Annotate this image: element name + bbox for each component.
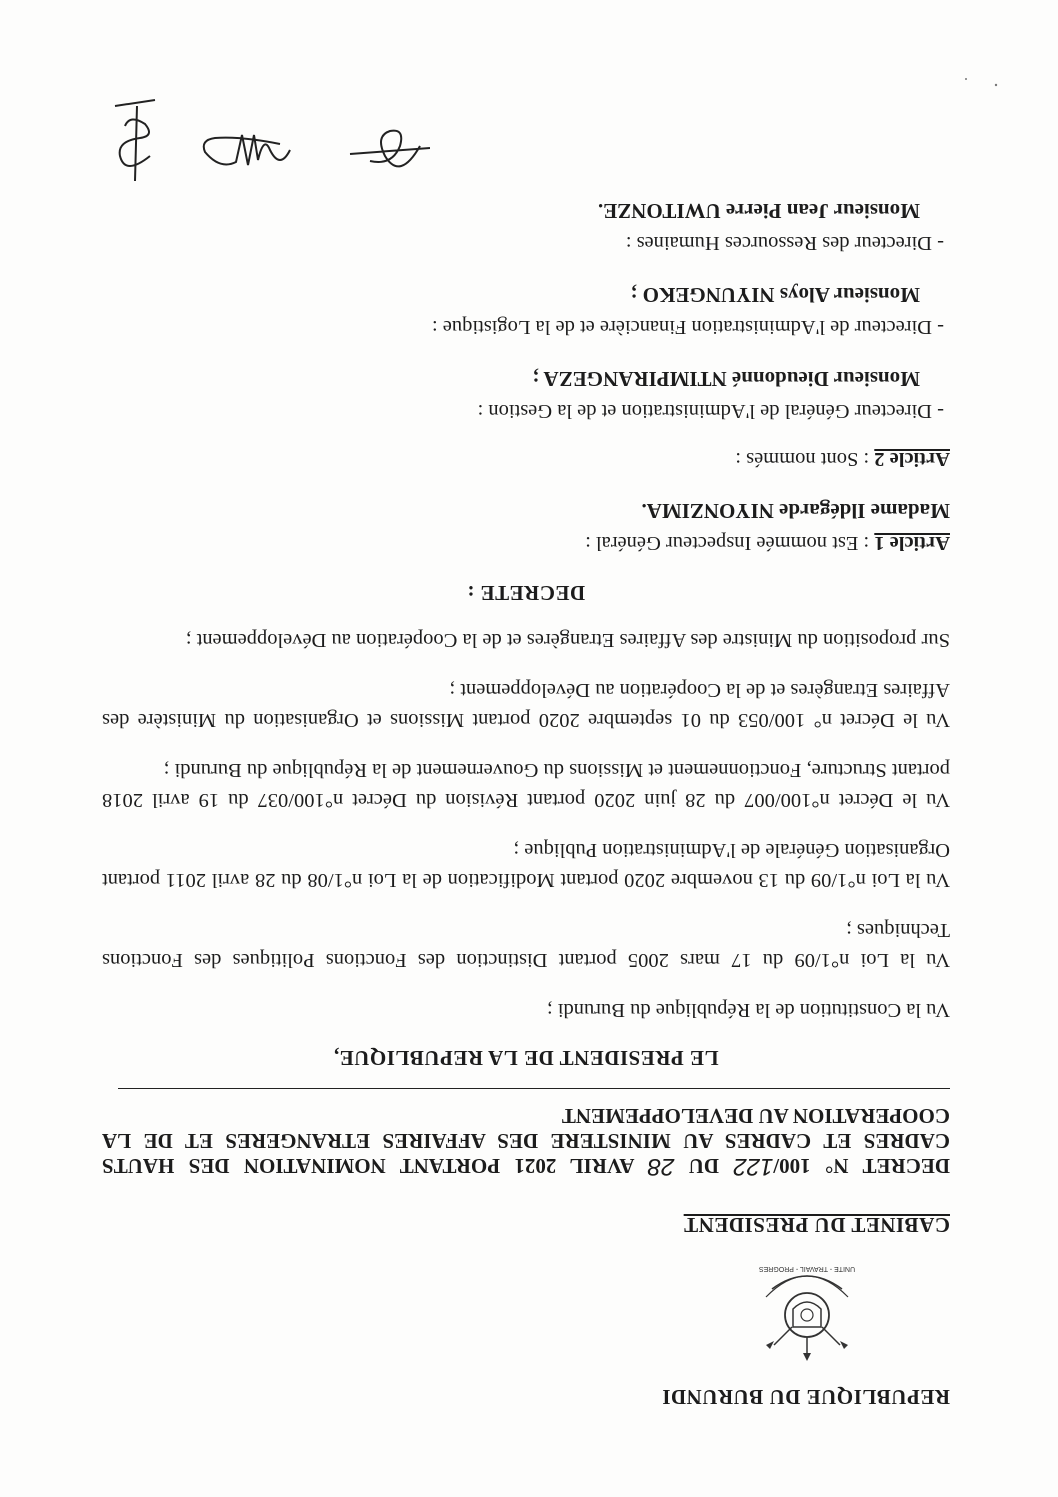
- national-emblem-icon: [752, 1257, 862, 1367]
- decree-title-prefix: DECRET N° 100/: [773, 1154, 950, 1178]
- nomination-name: Monsieur Aloys NIYUNGEKO ;: [630, 283, 920, 307]
- decree-title: [102, 1103, 950, 1179]
- article-2-label: Article 2: [874, 448, 950, 470]
- president-heading: LE PRESIDENT DE LA REPUBLIQUE,: [333, 1046, 719, 1070]
- article-1-text: : Est nommée Inspecteur Général :: [585, 532, 875, 554]
- emblem-motto: UNITE - TRAVAIL - PROGRES: [758, 1265, 856, 1272]
- republic-heading: REPUBLIQUE DU BURUNDI: [661, 1385, 950, 1409]
- visa-item: Vu la Constitution de la République du Burundi ;: [546, 999, 950, 1021]
- article-2: [102, 444, 950, 474]
- nomination-role: - Directeur des Ressources Humaines :: [625, 232, 944, 254]
- article-2-text: : Sont nommés :: [735, 448, 875, 470]
- decree-day: 28: [647, 1153, 675, 1180]
- document-body: [102, 86, 950, 1409]
- article-1-label: Article 1: [874, 532, 950, 554]
- visa-list: [102, 625, 950, 1025]
- letterhead: [102, 1199, 950, 1409]
- visa-item: Sur proposition du Ministre des Affaires Etrangères et de la Coopération au Développement ;: [185, 629, 950, 651]
- decree-number: 122: [733, 1153, 774, 1180]
- initial-signature-3-icon: [105, 96, 165, 186]
- visa-item: Vu le Décret n° 100/053 du 01 septembre 2020 portant Missions et Organisation du Ministère des Affaires Etrangères et de la Coopération au Développement ;: [102, 679, 950, 731]
- visa-item: Vu le Décret n°100/007 du 28 juin 2020 portant Révision du Décret n°100/037 du 19 avril 2018 portant Structure, Fonctionnement et Missions du Gouvernement de la République du Burundi ;: [102, 759, 950, 811]
- decrete-heading: DECRETE :: [466, 581, 586, 605]
- nomination-role: - Directeur de l'Administration Financière et de la Logistique :: [431, 316, 944, 338]
- cabinet-heading: CABINET DU PRESIDENT: [683, 1213, 950, 1237]
- initial-signature-1-icon: [340, 116, 430, 186]
- visa-item: Vu la Loi n°1/09 du 13 novembre 2020 portant Modification de la Loi n°1/08 du 28 avril 2011 portant Organisation Générale de l'Administration Publique ;: [102, 839, 950, 891]
- decree-title-rest: AVRIL 2021 PORTANT NOMINATION DES HAUTS CADRES ET CADRES AU MINISTERE DES AFFAIRES ETRANGERES ET DE LA COOPERATION AU DEVELOPPEMENT: [102, 1104, 950, 1178]
- title-divider: [118, 1088, 950, 1089]
- visa-item: Vu la Loi n°1/09 du 17 mars 2005 portant Distinction des Fonctions Politiques des Fonctions Techniques ;: [102, 919, 950, 971]
- nomination-name: Monsieur Jean Pierre UWITONZE.: [598, 199, 920, 223]
- decree-title-du: DU: [674, 1154, 734, 1178]
- nomination-name: Monsieur Dieudonné NTIMPIRANGEZA ;: [532, 367, 920, 391]
- article-1-nominee: Madame Ildégarde NIYONZIMA.: [641, 499, 950, 523]
- initials-area: [102, 86, 950, 186]
- scan-specks: [946, 67, 1006, 97]
- nomination-role: - Directeur Général de l'Administration et de la Gestion :: [477, 400, 944, 422]
- article-1: [102, 528, 950, 558]
- initial-signature-2-icon: [190, 120, 300, 180]
